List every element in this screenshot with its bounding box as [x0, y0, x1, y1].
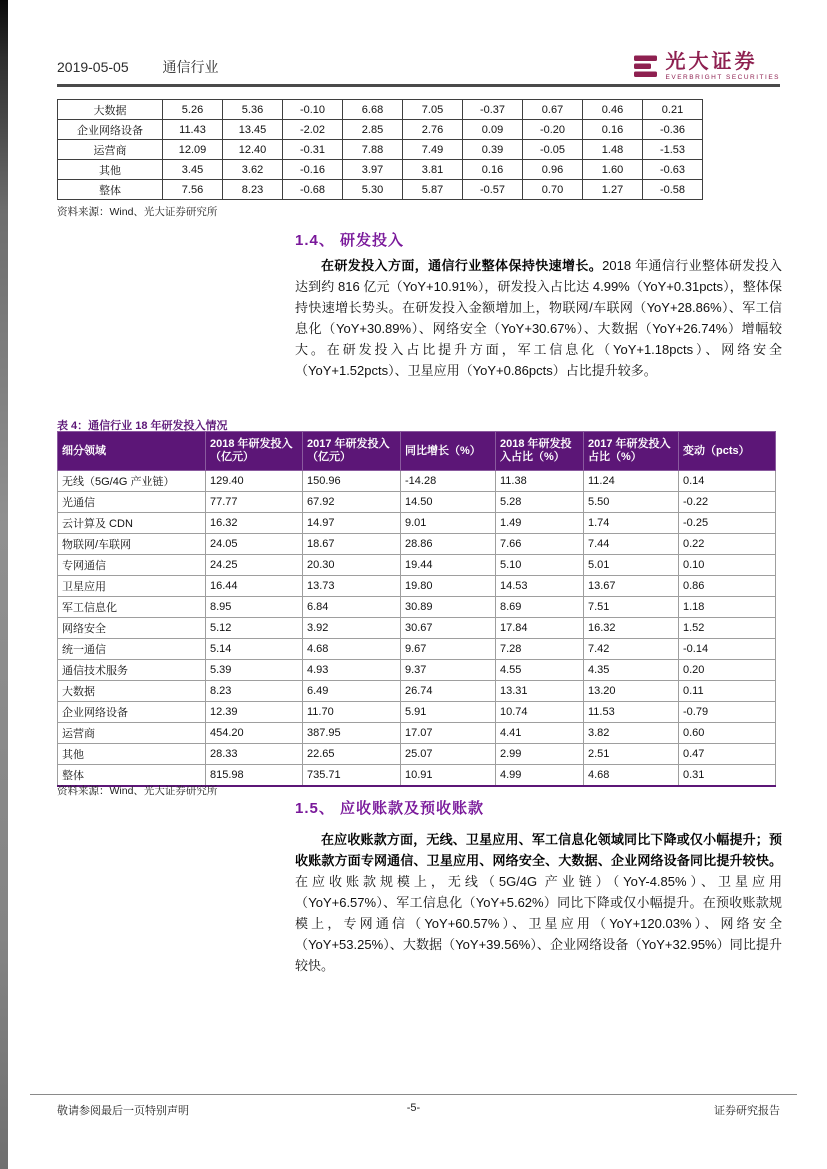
table-cell: 0.11 [679, 681, 776, 702]
table-cell: 0.31 [679, 765, 776, 787]
table-cell: 1.60 [583, 160, 643, 180]
table-row [58, 100, 703, 120]
footer-divider [30, 1094, 797, 1095]
row-label: 网络安全 [58, 618, 206, 639]
table-cell: 7.49 [403, 140, 463, 160]
ar-paragraph [295, 829, 782, 976]
table-cell: 1.27 [583, 180, 643, 200]
table-cell: 24.05 [206, 534, 303, 555]
table-row [58, 492, 776, 513]
table-cell: -0.20 [523, 120, 583, 140]
logo-name-cn: 光大证券 [665, 51, 758, 73]
table-cell: -2.02 [283, 120, 343, 140]
table-cell: -0.14 [679, 639, 776, 660]
table-cell: 0.46 [583, 100, 643, 120]
table-cell: 3.45 [163, 160, 223, 180]
row-label: 其他 [58, 744, 206, 765]
table-cell: 2.99 [496, 744, 584, 765]
table-cell: 0.22 [679, 534, 776, 555]
table-cell: -0.68 [283, 180, 343, 200]
table-cell: 129.40 [206, 471, 303, 492]
table-cell: 4.55 [496, 660, 584, 681]
row-label: 运营商 [58, 140, 163, 160]
report-date: 2019-05-05 [57, 59, 129, 75]
table-cell: 3.92 [303, 618, 401, 639]
row-label: 光通信 [58, 492, 206, 513]
header-meta [57, 57, 219, 84]
table-cell: -0.31 [283, 140, 343, 160]
row-label: 专网通信 [58, 555, 206, 576]
section-heading-ar: 1.5、 应收账款及预收账款 [295, 800, 485, 817]
row-label: 军工信息化 [58, 597, 206, 618]
page-number: -5- [406, 1102, 421, 1114]
table-header-row [58, 432, 776, 471]
footer-disclaimer: 敬请参阅最后一页特别声明 [57, 1105, 189, 1117]
table-row [58, 597, 776, 618]
table-row [58, 140, 703, 160]
table-cell: 7.42 [584, 639, 679, 660]
row-label: 整体 [58, 180, 163, 200]
row-label: 大数据 [58, 100, 163, 120]
table-cell: 13.20 [584, 681, 679, 702]
table-cell: 18.67 [303, 534, 401, 555]
rd-investment-table [57, 431, 776, 787]
table-cell: 0.86 [679, 576, 776, 597]
row-label: 无线（5G/4G 产业链） [58, 471, 206, 492]
table-cell: 0.39 [463, 140, 523, 160]
table-cell: 387.95 [303, 723, 401, 744]
table-cell: -0.05 [523, 140, 583, 160]
table-cell: -0.36 [643, 120, 703, 140]
table-cell: 5.30 [343, 180, 403, 200]
table-row [58, 618, 776, 639]
table-cell: 67.92 [303, 492, 401, 513]
table-cell: 0.70 [523, 180, 583, 200]
table-row [58, 180, 703, 200]
table-cell: 1.74 [584, 513, 679, 534]
table-cell: 1.49 [496, 513, 584, 534]
table-cell: 19.80 [401, 576, 496, 597]
table-row [58, 702, 776, 723]
table-cell: 8.23 [206, 681, 303, 702]
table-cell: 8.95 [206, 597, 303, 618]
table-cell: 5.01 [584, 555, 679, 576]
table-cell: 10.74 [496, 702, 584, 723]
table-cell: -14.28 [401, 471, 496, 492]
table-cell: 0.20 [679, 660, 776, 681]
table-cell: -0.25 [679, 513, 776, 534]
table-cell: 1.52 [679, 618, 776, 639]
column-header: 变动（pcts） [679, 432, 776, 471]
table-row [58, 120, 703, 140]
table-cell: 0.47 [679, 744, 776, 765]
ar-paragraph-lead: 在应收账款方面，无线、卫星应用、军工信息化领域同比下降或仅小幅提升；预收账款方面专网通信、卫星应用、网络安全、大数据、企业网络设备同比提升较快。 [295, 832, 782, 868]
table-cell: 11.53 [584, 702, 679, 723]
table-cell: 17.84 [496, 618, 584, 639]
table-cell: 454.20 [206, 723, 303, 744]
column-header: 2018 年研发投入占比（%） [496, 432, 584, 471]
table-cell: 8.23 [223, 180, 283, 200]
table-cell: 26.74 [401, 681, 496, 702]
table-cell: 4.68 [584, 765, 679, 787]
table-row [58, 471, 776, 492]
table-row [58, 534, 776, 555]
table-cell: -0.22 [679, 492, 776, 513]
table-cell: 17.07 [401, 723, 496, 744]
margin-table-continuation [57, 99, 703, 200]
table-row [58, 555, 776, 576]
table-row [58, 639, 776, 660]
table-cell: -0.37 [463, 100, 523, 120]
table-cell: 0.16 [463, 160, 523, 180]
table-row [58, 576, 776, 597]
table-cell: 20.30 [303, 555, 401, 576]
column-header: 2017 年研发投入（亿元） [303, 432, 401, 471]
data-source-note: 资料来源：Wind、光大证券研究所 [57, 785, 218, 797]
table-cell: 150.96 [303, 471, 401, 492]
table-cell: 0.21 [643, 100, 703, 120]
ar-paragraph-body: 在应收账款规模上，无线（5G/4G 产业链）（YoY-4.85%）、卫星应用（YoY+6.57%）、军工信息化（YoY+5.62%）同比下降或仅小幅提升。在预收账款规模上，专网通信（YoY+60.57%）、卫星应用（YoY+120.03%）、网络安全（YoY+53.25%）、大数据（YoY+39.56%）、企业网络设备（YoY+32.95%）同比提升较快。 [295, 874, 782, 973]
footer-report-type: 证券研究报告 [714, 1105, 780, 1117]
column-header: 细分领域 [58, 432, 206, 471]
table-cell: 7.56 [163, 180, 223, 200]
table-cell: 6.68 [343, 100, 403, 120]
table-cell: 13.67 [584, 576, 679, 597]
table-cell: 16.44 [206, 576, 303, 597]
table-cell: 5.50 [584, 492, 679, 513]
table-cell: 7.66 [496, 534, 584, 555]
table-row [58, 660, 776, 681]
table-cell: 9.67 [401, 639, 496, 660]
table-cell: 30.67 [401, 618, 496, 639]
table-cell: 11.70 [303, 702, 401, 723]
table-cell: 13.45 [223, 120, 283, 140]
page-edge-shadow [0, 0, 8, 1169]
table-cell: 30.89 [401, 597, 496, 618]
row-label: 运营商 [58, 723, 206, 744]
table-cell: 0.96 [523, 160, 583, 180]
table-cell: 6.84 [303, 597, 401, 618]
table-cell: 77.77 [206, 492, 303, 513]
table-cell: 12.39 [206, 702, 303, 723]
table-row [58, 744, 776, 765]
row-label: 整体 [58, 765, 206, 787]
table-cell: 1.18 [679, 597, 776, 618]
table-cell: 2.76 [403, 120, 463, 140]
column-header: 2018 年研发投入（亿元） [206, 432, 303, 471]
table-cell: 7.05 [403, 100, 463, 120]
data-source-note: 资料来源：Wind、光大证券研究所 [57, 206, 218, 218]
everbright-logo-icon [633, 53, 660, 80]
table-cell: 0.10 [679, 555, 776, 576]
table-cell: 10.91 [401, 765, 496, 787]
row-label: 云计算及 CDN [58, 513, 206, 534]
table-cell: 12.40 [223, 140, 283, 160]
table-cell: 3.62 [223, 160, 283, 180]
table-cell: 14.53 [496, 576, 584, 597]
table-cell: 5.87 [403, 180, 463, 200]
table-cell: -0.16 [283, 160, 343, 180]
table-cell: 3.81 [403, 160, 463, 180]
rd-paragraph-body: 2018 年通信行业整体研发投入达到约 816 亿元（YoY+10.91%），研发投入占比达 4.99%（YoY+0.31pcts），整体保持快速增长势头。在研发投入金额增加上，物联网/车联网（YoY+28.86%）、军工信息化（YoY+30.89%）、网络安全（YoY+30.67%）、大数据（YoY+26.74%）增幅较大。在研发投入占比提升方面，军工信息化（YoY+1.18pcts）、网络安全（YoY+1.52pcts）、卫星应用（YoY+0.86pcts）占比提升较多。 [295, 258, 782, 378]
column-header: 同比增长（%） [401, 432, 496, 471]
page-header [57, 42, 780, 87]
table-row [58, 723, 776, 744]
table-cell: 4.93 [303, 660, 401, 681]
table-cell: 4.41 [496, 723, 584, 744]
industry-label: 通信行业 [162, 59, 219, 75]
table-cell: 0.16 [583, 120, 643, 140]
table-cell: 16.32 [584, 618, 679, 639]
table-cell: 5.39 [206, 660, 303, 681]
rd-paragraph-lead: 在研发投入方面，通信行业整体保持快速增长。 [321, 258, 603, 273]
table-cell: 0.67 [523, 100, 583, 120]
table-cell: 0.09 [463, 120, 523, 140]
table-cell: 815.98 [206, 765, 303, 787]
table-cell: 28.33 [206, 744, 303, 765]
row-label: 其他 [58, 160, 163, 180]
table-cell: -0.79 [679, 702, 776, 723]
table-cell: 4.68 [303, 639, 401, 660]
table-cell: 9.01 [401, 513, 496, 534]
table-cell: -0.10 [283, 100, 343, 120]
everbright-logo [633, 52, 780, 84]
table-cell: 28.86 [401, 534, 496, 555]
table-cell: 3.82 [584, 723, 679, 744]
table-row [58, 681, 776, 702]
table-cell: 8.69 [496, 597, 584, 618]
table-cell: 11.38 [496, 471, 584, 492]
table-cell: -0.57 [463, 180, 523, 200]
table-cell: 25.07 [401, 744, 496, 765]
table-row [58, 513, 776, 534]
column-header: 2017 年研发投入占比（%） [584, 432, 679, 471]
table-cell: 11.24 [584, 471, 679, 492]
table-cell: 14.50 [401, 492, 496, 513]
table-cell: 5.10 [496, 555, 584, 576]
table-cell: 9.37 [401, 660, 496, 681]
row-label: 企业网络设备 [58, 702, 206, 723]
row-label: 通信技术服务 [58, 660, 206, 681]
row-label: 统一通信 [58, 639, 206, 660]
rd-table-body [58, 471, 776, 787]
table-row [58, 160, 703, 180]
logo-text [666, 52, 780, 81]
table-cell: -0.58 [643, 180, 703, 200]
table-cell: 11.43 [163, 120, 223, 140]
logo-name-en: EVERBRIGHT SECURITIES [665, 74, 780, 81]
table-cell: 5.12 [206, 618, 303, 639]
margin-table-body [58, 100, 703, 200]
table-cell: 5.14 [206, 639, 303, 660]
table-cell: -0.63 [643, 160, 703, 180]
table-cell: 7.28 [496, 639, 584, 660]
table-cell: 3.97 [343, 160, 403, 180]
row-label: 物联网/车联网 [58, 534, 206, 555]
row-label: 大数据 [58, 681, 206, 702]
table-cell: 0.14 [679, 471, 776, 492]
table4-caption: 表 4：通信行业 18 年研发投入情况 [57, 420, 228, 432]
table-cell: 14.97 [303, 513, 401, 534]
table-cell: 1.48 [583, 140, 643, 160]
table-cell: 7.88 [343, 140, 403, 160]
table-cell: 6.49 [303, 681, 401, 702]
table-cell: 5.26 [163, 100, 223, 120]
table-cell: 12.09 [163, 140, 223, 160]
table-cell: 22.65 [303, 744, 401, 765]
table-cell: 2.51 [584, 744, 679, 765]
table-cell: 4.35 [584, 660, 679, 681]
table-cell: 735.71 [303, 765, 401, 787]
table-cell: 2.85 [343, 120, 403, 140]
table-cell: 24.25 [206, 555, 303, 576]
table-cell: 4.99 [496, 765, 584, 787]
table-cell: 5.28 [496, 492, 584, 513]
table-cell: 13.31 [496, 681, 584, 702]
table-cell: 7.51 [584, 597, 679, 618]
table-cell: -1.53 [643, 140, 703, 160]
table-cell: 0.60 [679, 723, 776, 744]
table-cell: 5.36 [223, 100, 283, 120]
table-cell: 13.73 [303, 576, 401, 597]
table-cell: 19.44 [401, 555, 496, 576]
rd-paragraph [295, 255, 782, 381]
table-cell: 16.32 [206, 513, 303, 534]
rd-table-head [58, 432, 776, 471]
row-label: 卫星应用 [58, 576, 206, 597]
section-heading-rd: 1.4、 研发投入 [295, 232, 405, 249]
table-cell: 5.91 [401, 702, 496, 723]
table-cell: 7.44 [584, 534, 679, 555]
row-label: 企业网络设备 [58, 120, 163, 140]
